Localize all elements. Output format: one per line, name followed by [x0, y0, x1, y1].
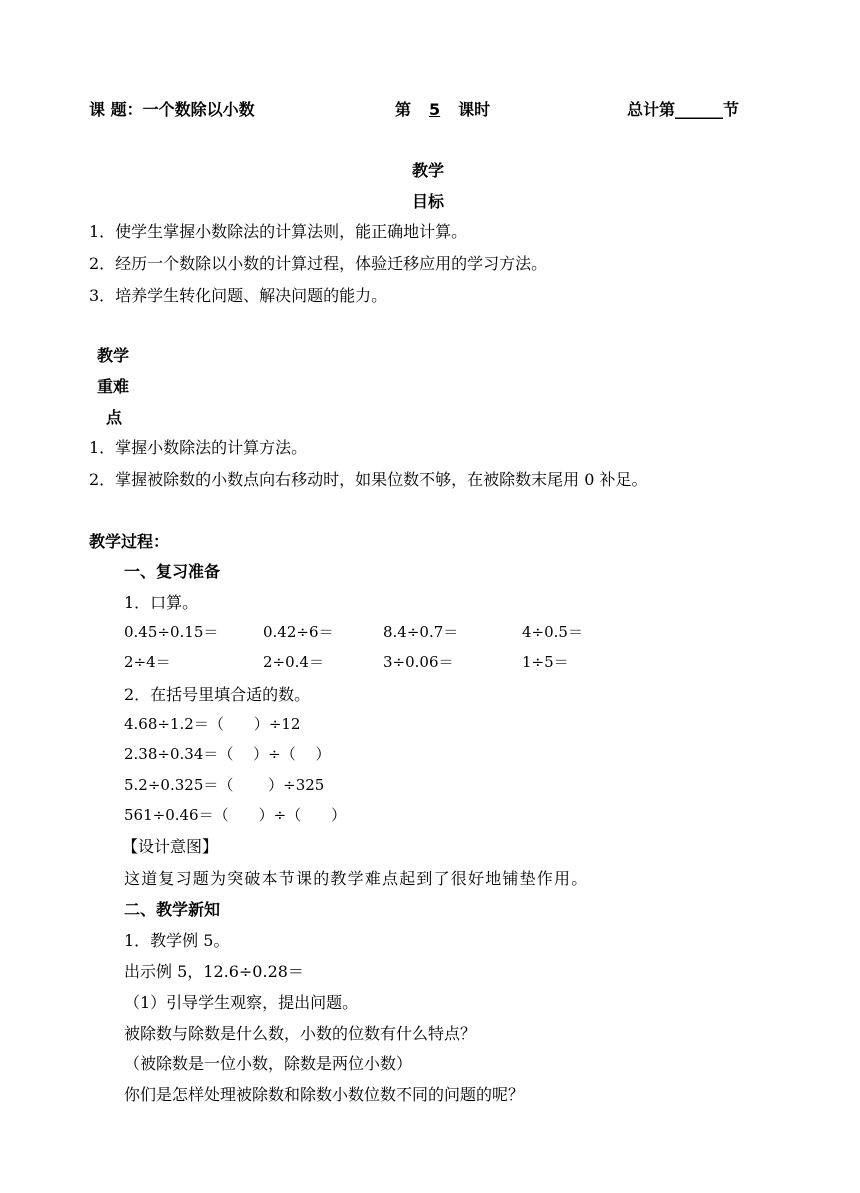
- answer-1: （被除数是一位小数，除数是两位小数）: [124, 1054, 413, 1073]
- objectives-heading-line2: 目标: [412, 192, 445, 211]
- oral-problem: 4÷0.5＝: [522, 623, 583, 641]
- oral-problem: 2÷0.4＝: [263, 653, 324, 671]
- fill-in-item: 2.38÷0.34＝（ ）÷（ ）: [124, 745, 331, 763]
- objectives-heading-line1: 教学: [412, 161, 445, 180]
- question-1: 被除数与除数是什么数，小数的位数有什么特点？: [124, 1024, 477, 1043]
- example-show: 出示例 5，12.6÷0.28＝: [124, 962, 304, 981]
- lesson-number: 5: [429, 100, 441, 119]
- objective-item-2: 2．经历一个数除以小数的计算过程，体验迁移应用的学习方法。: [89, 254, 548, 273]
- lesson-prefix: 第: [395, 100, 412, 119]
- fill-in-item: 561÷0.46＝（ ）÷（ ）: [124, 806, 347, 824]
- oral-problem: 3÷0.06＝: [383, 653, 454, 671]
- objective-item-1: 1．使学生掌握小数除法的计算法则，能正确地计算。: [89, 222, 468, 241]
- lesson-topic: 课 题：一个数除以小数: [89, 100, 255, 119]
- oral-problem: 1÷5＝: [522, 653, 569, 671]
- lesson-number-line: [395, 97, 490, 120]
- oral-problem: 0.45÷0.15＝: [124, 623, 219, 641]
- keypoints-heading-line2: 重难: [97, 377, 130, 396]
- design-intent-text: 这道复习题为突破本节课的教学难点起到了很好地铺垫作用。: [124, 869, 589, 888]
- fill-in-item: 4.68÷1.2＝（ ）÷12: [124, 715, 301, 733]
- fill-in-label: 2．在括号里填合适的数。: [124, 685, 311, 704]
- example-label: 1．教学例 5。: [124, 931, 230, 950]
- fill-in-item: 5.2÷0.325＝（ ）÷325: [124, 776, 325, 794]
- lesson-suffix: 课时: [458, 100, 491, 119]
- section-review-title: 一、复习准备: [124, 562, 221, 581]
- design-intent-title: 【设计意图】: [122, 837, 219, 856]
- keypoint-item-1: 1．掌握小数除法的计算方法。: [89, 438, 308, 457]
- total-suffix: 节: [723, 100, 740, 119]
- keypoints-heading-line1: 教学: [97, 346, 130, 365]
- oral-problem: 8.4÷0.7＝: [383, 623, 459, 641]
- oral-calc-label: 1．口算。: [124, 593, 199, 612]
- oral-problem: 2÷4＝: [124, 653, 171, 671]
- total-blank: ______: [675, 100, 724, 119]
- process-heading: 教学过程：: [89, 532, 170, 551]
- step-1: （1）引导学生观察，提出问题。: [124, 993, 359, 1012]
- total-prefix: 总计第: [627, 100, 676, 119]
- oral-problem: 0.42÷6＝: [263, 623, 334, 641]
- keypoint-item-2: 2．掌握被除数的小数点向右移动时，如果位数不够，在被除数末尾用 0 补足。: [89, 470, 648, 489]
- keypoints-heading-line3: 点: [106, 408, 123, 427]
- total-count-line: [627, 97, 739, 120]
- question-2: 你们是怎样处理被除数和除数小数位数不同的问题的呢？: [124, 1085, 525, 1104]
- objective-item-3: 3．培养学生转化问题、解决问题的能力。: [89, 286, 388, 305]
- section-new-knowledge-title: 二、教学新知: [124, 900, 221, 919]
